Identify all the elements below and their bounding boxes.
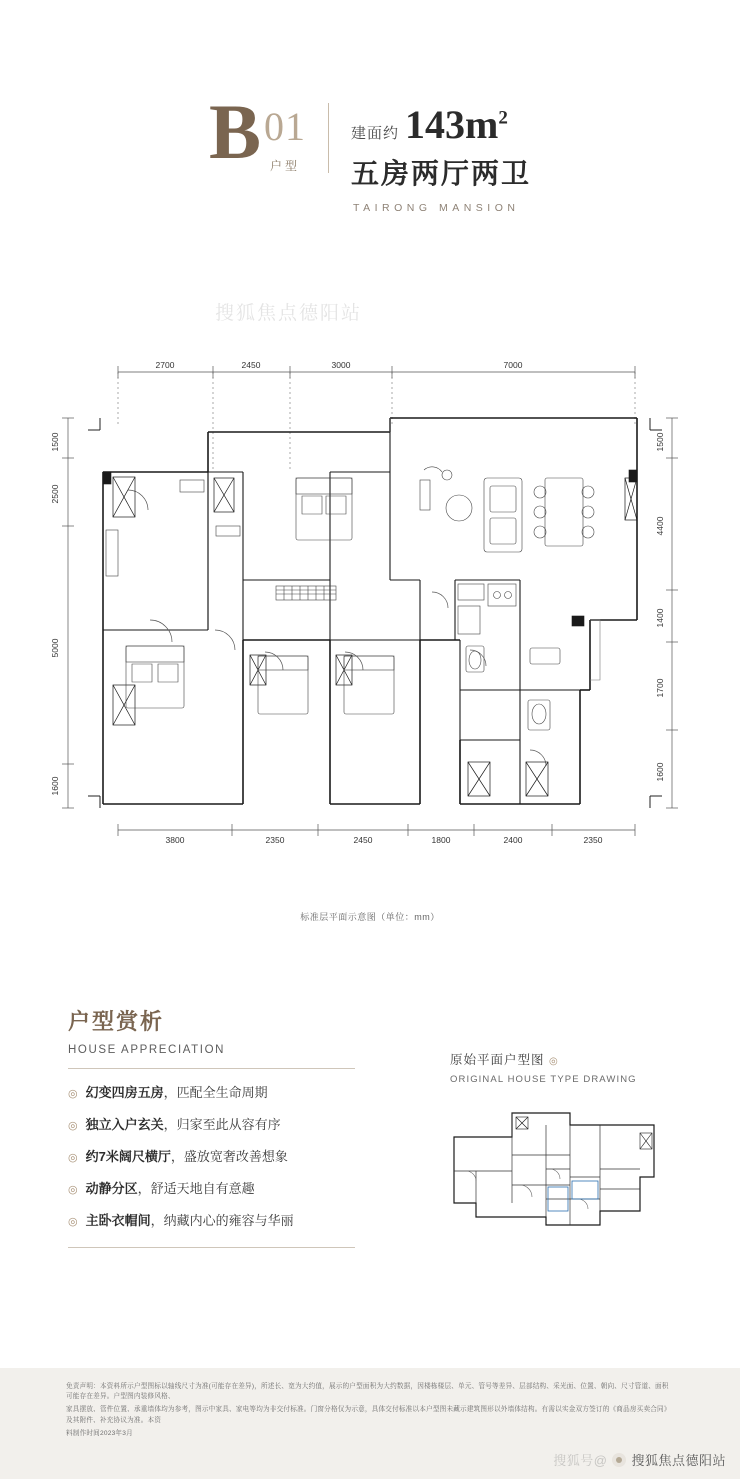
sohu-logo-icon [612, 1453, 626, 1467]
original-plan-section [450, 1050, 690, 1247]
svg-text:2450: 2450 [353, 835, 373, 845]
floor-plan [0, 330, 740, 950]
diamond-bullet-icon: ◎ [68, 1120, 78, 1132]
svg-text:1600: 1600 [50, 776, 60, 796]
list-item-rest: ，匹配全生命周期 [163, 1085, 268, 1100]
svg-text:1400: 1400 [655, 608, 665, 628]
list-item [68, 1114, 398, 1133]
unit-number: 01 [264, 104, 306, 149]
appreciation-title: 户型赏析 [68, 1009, 165, 1034]
svg-text:1700: 1700 [655, 678, 665, 698]
diamond-bullet-icon: ◎ [68, 1184, 78, 1196]
svg-text:7000: 7000 [503, 360, 523, 370]
appreciation-section [68, 1005, 398, 1248]
svg-text:5000: 5000 [50, 638, 60, 658]
disclaimer-line: 家具摆放、管件位置、承重墙体均为参考，图示中家具、家电等均为非交付标准。门窗分格仅为示意，具体交付标准以本户型图未藏示建筑图形以外墙体结构。有需以实金双方签订的《商品房买卖合同》及其附件、补充协议为准。本资 [66, 1406, 671, 1424]
watermark-main: 搜狐焦点德阳站 [215, 303, 363, 324]
svg-text:2500: 2500 [50, 484, 60, 504]
appreciation-divider-bottom [68, 1247, 355, 1248]
appreciation-list [68, 1082, 398, 1229]
svg-text:4400: 4400 [655, 516, 665, 536]
watermark-text: 搜狐焦点德阳站 [631, 1453, 726, 1468]
diamond-mark-icon: ◎ [549, 1056, 559, 1067]
svg-text:2450: 2450 [241, 360, 261, 370]
list-item-strong: 独立入户玄关 [85, 1117, 164, 1132]
original-plan-drawing [450, 1107, 690, 1247]
list-item-strong: 约7米阔尺横厅 [85, 1149, 171, 1164]
list-item-strong: 动静分区 [85, 1181, 138, 1196]
original-plan-subtitle: ORIGINAL HOUSE TYPE DRAWING [450, 1074, 637, 1085]
list-item [68, 1082, 398, 1101]
list-item [68, 1146, 398, 1165]
project-name-en: TAIRONG MANSION [353, 202, 520, 214]
svg-text:3800: 3800 [165, 835, 185, 845]
unit-header [0, 88, 740, 215]
list-item-rest: ，舒适天地自有意趣 [137, 1181, 255, 1196]
list-item [68, 1210, 398, 1229]
unit-type-label: 户型 [269, 159, 300, 173]
appreciation-divider-top [68, 1068, 355, 1069]
rooms-line: 五房两厅两卫 [351, 158, 532, 189]
svg-text:1600: 1600 [655, 762, 665, 782]
watermark-prefix: 搜狐号@ [553, 1453, 608, 1468]
appreciation-subtitle: HOUSE APPRECIATION [68, 1044, 226, 1056]
area-prefix: 建面约 [351, 125, 400, 142]
svg-text:1800: 1800 [431, 835, 451, 845]
watermark-bottom-right [553, 1450, 726, 1469]
original-plan-title: 原始平面户型图 ◎ [450, 1053, 559, 1067]
list-item-rest: ，盛放宽奢改善想象 [170, 1149, 288, 1164]
area-value: $143m^2$ [405, 102, 508, 147]
disclaimer-line: 免责声明：本资料所示户型图标以轴线尺寸为准(可能存在差异)，所述长、宽为大约值，展示的户型面积为大约数据，因楼栋楼层、单元、管号等差异、层部结构、采光面、位置、朝向、尺寸管道、面积可能存在差异。户型图内装修风格、 [66, 1383, 669, 1401]
svg-text:2350: 2350 [265, 835, 285, 845]
disclaimer-line: 料制作时间2023年3月 [66, 1429, 133, 1437]
svg-text:1500: 1500 [655, 432, 665, 452]
list-item-strong: 幻变四房五房 [85, 1085, 164, 1100]
svg-text:2350: 2350 [583, 835, 603, 845]
area-unit-sup: 2 [498, 107, 508, 129]
svg-text:2400: 2400 [503, 835, 523, 845]
diamond-bullet-icon: ◎ [68, 1152, 78, 1164]
list-item [68, 1178, 398, 1197]
list-item-strong: 主卧衣帽间 [85, 1213, 151, 1228]
svg-text:2700: 2700 [155, 360, 175, 370]
diamond-bullet-icon: ◎ [68, 1088, 78, 1100]
list-item-rest: ，归家至此从容有序 [163, 1117, 281, 1132]
svg-text:3000: 3000 [331, 360, 351, 370]
list-item-rest: ，纳藏内心的雍容与华丽 [150, 1213, 294, 1228]
unit-letter: B [208, 88, 260, 175]
plan-caption: 标准层平面示意图（单位：mm） [300, 912, 440, 922]
diamond-bullet-icon: ◎ [68, 1216, 78, 1228]
header-divider [328, 103, 329, 173]
svg-text:1500: 1500 [50, 432, 60, 452]
